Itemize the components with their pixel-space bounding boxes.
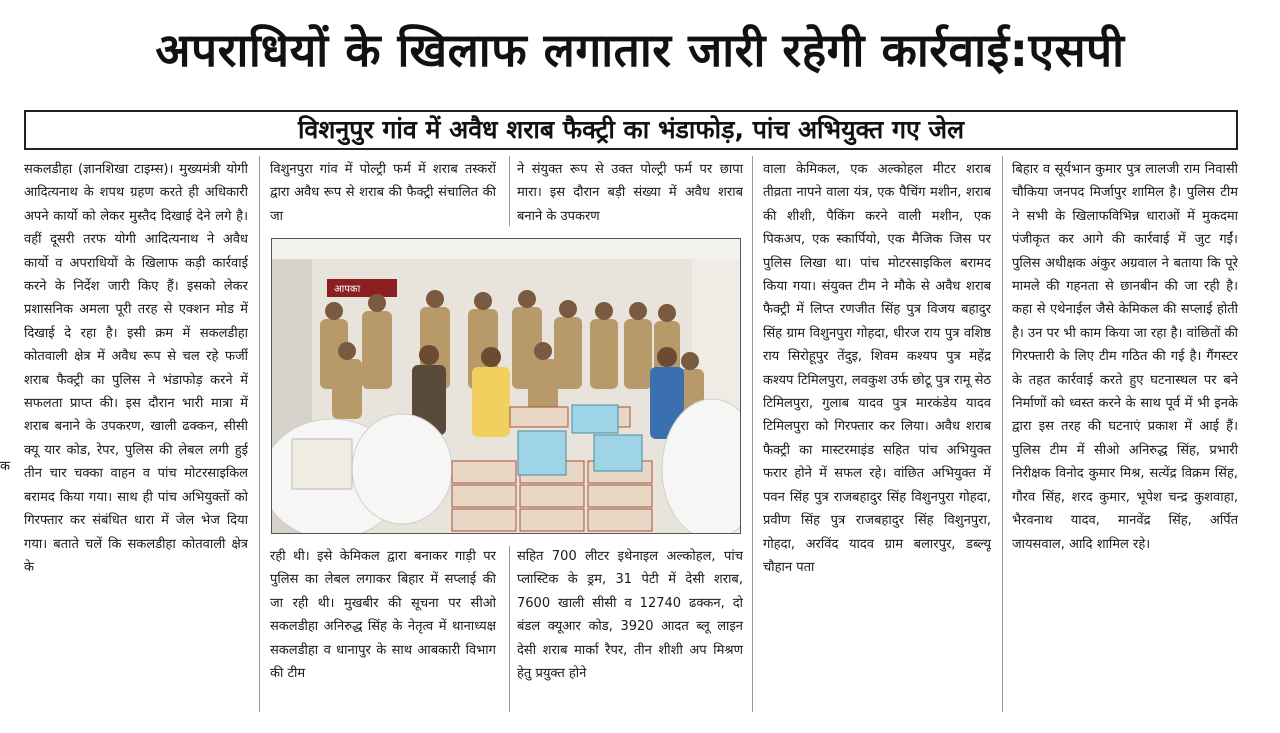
paragraph: वाला केमिकल, एक अल्कोहल मीटर शराब तीव्रता नापने वाला यंत्र, एक पैचिंग मशीन, शराब की शीशी, पैकिंग करने वाली मशीन, एक पिकअप, एक स्कार्पियो, एक मैजिक जिस पर पुलिस लिखा था। पांच मोटरसाइकिल बरामद किया गया। संयुक्त टीम ने मौके से अवैध शराब फैक्ट्री में लिप्त रणजीत सिंह पुत्र विजय बहादुर सिंह ग्राम विशुनपुरा गोहदा, धीरज राय पुत्र वशिष्ठ राय सिरोहूपुर तेंदुइ, शिवम कश्यप पुत्र महेंद्र कश्यप टिमिलपुरा, लवकुश उर्फ छोटू पुत्र रामू सेठ टिमिलपुरा, गुलाब यादव पुत्र मारकंडेय यादव टिमिलपुरा को गिरफ्तार कर लिया। अवैध शराब फैक्ट्री का मास्टरमाइंड सहित पांच अभियुक्त फरार होने में सफल रहे। वांछित अभियुक्त में पवन सिंह पुत्र राजबहादुर सिंह विशुनपुरा गोहदा, प्रवीण सिंह पुत्र राजबहादुर सिंह विशुनपुरा, गोहदा, अरविंद यादव ग्राम बलारपुर, डब्ल्यू चौहान पता	[763, 162, 991, 575]
paragraph: विशुनपुरा गांव में पोल्ट्री फर्म में शराब तस्करों द्वारा अवैध रूप से शराब की फैक्ट्री संचालित की जा	[270, 162, 496, 224]
article-column-1	[24, 158, 248, 710]
column-rule	[509, 546, 510, 712]
article-column-2-top	[270, 158, 496, 230]
column-rule	[752, 156, 753, 712]
label-sack	[292, 439, 352, 489]
article-column-3-bottom	[517, 545, 743, 711]
article-column-2-bottom	[270, 545, 496, 711]
paragraph: बिहार व सूर्यभान कुमार पुत्र लालजी राम निवासी चौकिया जनपद मिर्जापुर शामिल है। पुलिस टीम ने सभी के खिलाफविभिन्न धाराओं में मुकदमा पंजीकृत कर आगे की कार्रवाई में जुट गईं। पुलिस अधीक्षक अंकुर अग्रवाल ने बताया कि पूरे मामले की गहनता से छानबीन की जा रही है। कहा से एथेनाईल जैसे केमिकल की सप्लाई होती है। उन पर भी काम किया जा रहा है। वांछितों की गिरफ्तारी के लिए टीम गठित की गई है। गैंगस्टर के तहत कार्रवाई करते हुए घटनास्थल पर बने निर्माणों को ध्वस्त करने के साथ पूर्व में भी इनके द्वारा इस तरह की घटनाएं प्रकाश में आई हैं। पुलिस टीम में सीओ अनिरुद्ध सिंह, प्रभारी निरीक्षक विनोद कुमार मिश्र, सत्येंद्र विक्रम सिंह, गौरव सिंह, शरद कुमार, भूपेश चन्द्र कुशवाहा, भैरवनाथ यादव, मानवेंद्र सिंह, अर्पित जायसवाल, आदि शामिल रहे।	[1012, 162, 1238, 552]
wall-banner-text: आपका	[334, 284, 361, 295]
column-rule	[1002, 156, 1003, 712]
paragraph: सकलडीहा (ज्ञानशिखा टाइम्स)। मुख्यमंत्री योगी आदित्यनाथ के शपथ ग्रहण करते ही अधिकारी अपने कार्यो को लेकर मुस्तैद दिखाई देने लगे है। वहीं दूसरी तरफ योगी आदित्यनाथ ने अवैध कार्यो व अपराधियों के खिलाफ कड़ी कार्रवाई करने के निर्देश जारी किए हैं। इसको लेकर प्रशासनिक अमला पूरी तरह से एक्शन मोड में दिखाई दे रहा है। इसी क्रम में सकलडीहा कोतवाली क्षेत्र में अवैध रूप से चल रहे फर्जी शराब फैक्ट्री का पुलिस ने भंडाफोड़ करने में सफलता प्राप्त की। इस दौरान भारी मात्रा में शराब बनाने के उपकरण, खाली ढक्कन, सीसी क्यू यार कोड, रेपर, पुलिस की लेबल लगी हुई तीन चार चक्का वाहन व पांच मोटरसाइकिल बरामद किया गया। साथ ही पांच अभियुक्तों को गिरफ्तार कर संबंधित धारा में जेल भेज दिया गया। बताते चलें कि सकलडीहा कोतवाली क्षेत्र के	[24, 162, 248, 575]
column-rule	[509, 156, 510, 226]
news-photo	[271, 238, 741, 534]
paragraph: सहित 700 लीटर इथेनाइल अल्कोहल, पांच प्लास्टिक के ड्रम, 31 पेटी में देसी शराब, 7600 खाली सीसी व 12740 ढक्कन, दो बंडल क्यूआर कोड, 3920 आदत ब्लू लाइन देसी शराब मार्का रैपर, तीन शीशी अप मिश्रण हेतु प्रयुक्त होने	[517, 549, 743, 682]
article-column-4	[763, 158, 991, 710]
paragraph: रही थी। इसे केमिकल द्वारा बनाकर गाड़ी पर पुलिस का लेबल लगाकर बिहार में सप्लाई की जा रही थी। मुखबीर की सूचना पर सीओ सकलडीहा अनिरुद्ध सिंह के नेतृत्व में थानाध्यक्ष सकलडीहा व धानापुर के साथ आबकारी विभाग की टीम	[270, 549, 496, 682]
article-column-3-top	[517, 158, 743, 230]
subheadline: विशनुपुर गांव में अवैध शराब फैक्ट्री का भंडाफोड़, पांच अभियुक्त गए जेल	[24, 110, 1238, 150]
edge-fragment: क	[0, 459, 10, 474]
column-rule	[259, 156, 260, 712]
paragraph: ने संयुक्त रूप से उक्त पोल्ट्री फर्म पर छापा मारा। इस दौरान बड़ी संख्या में अवैध शराब बनाने के उपकरण	[517, 162, 743, 224]
headline: अपराधियों के खिलाफ लगातार जारी रहेगी कार्रवाई:एसपी	[155, 23, 1125, 77]
photo-illustration	[272, 239, 740, 533]
article-column-5	[1012, 158, 1238, 710]
